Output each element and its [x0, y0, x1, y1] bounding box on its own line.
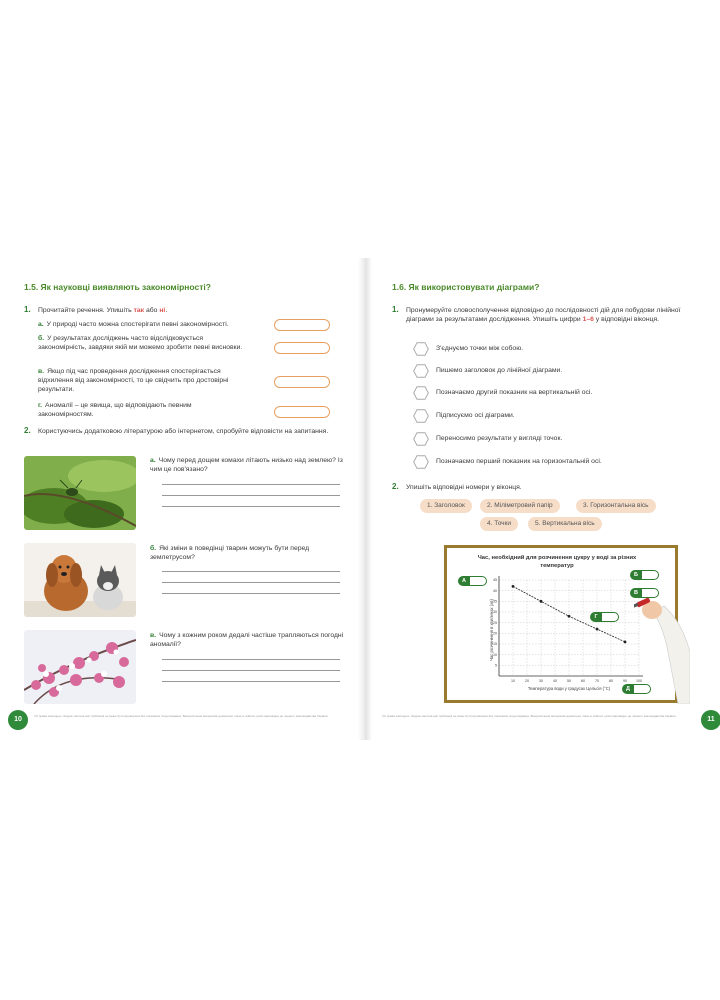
item-letter: г. [38, 402, 43, 409]
y-axis-label: Час розчинення в хвилинах (хв) [489, 599, 494, 661]
answer-line[interactable] [162, 484, 340, 485]
pill-option: 4. Точки [480, 517, 518, 531]
item-text: Аномалії – це явища, що відповідають певним закономірностям. [38, 402, 192, 418]
r-q2-number: 2. [392, 482, 399, 491]
label-tag-b[interactable] [633, 570, 659, 580]
step-text: Пишемо заголовок до лінійної діаграми. [436, 367, 563, 374]
y-tick-label: 45 [493, 578, 497, 583]
answer-line[interactable] [162, 670, 340, 671]
right-page [368, 258, 717, 740]
item-letter: а. [38, 321, 44, 328]
word-no: ні [159, 307, 166, 314]
x-tick-label: 80 [609, 679, 613, 683]
answer-oval-d[interactable] [274, 406, 330, 418]
right-section-title: 1.6. Як використовувати діаграми? [392, 282, 540, 292]
item-letter: б. [38, 335, 45, 342]
hex-answer-box[interactable] [413, 342, 429, 356]
y-tick-label: 35 [493, 599, 497, 604]
y-tick-label: 30 [493, 610, 497, 615]
photo-blossom-in-snow [24, 630, 136, 704]
item-text: Які зміни в поведінці тварин можуть бути перед землетрусом? [150, 545, 310, 561]
digits-range: 1–6 [582, 316, 594, 323]
label-tag-g[interactable] [593, 612, 619, 622]
hex-answer-box[interactable] [413, 386, 429, 400]
y-tick-label: 25 [493, 620, 497, 625]
tag-letter: В [630, 588, 642, 598]
x-tick-label: 40 [553, 679, 557, 683]
x-tick-label: 10 [511, 679, 515, 683]
x-tick-label: 60 [581, 679, 585, 683]
right-footnote: Усі права захищено. Жодна частина цієї публікації не може бути відтворена без письмової згоди видавця. Використання матеріалів дозволено лише в освітніх цілях відповідно до чинного законодавства України. [382, 714, 677, 718]
answer-line[interactable] [162, 506, 340, 507]
r-q1-intro-end: у відповідні віконця. [593, 316, 660, 323]
pill-option: 3. Горизонтальна вісь [576, 499, 656, 513]
q1-item-c [38, 367, 248, 394]
q1-intro-text: Прочитайте речення. Упишіть [38, 307, 134, 314]
x-tick-label: 50 [567, 679, 571, 683]
answer-line[interactable] [162, 681, 340, 682]
data-point [596, 628, 599, 631]
r-q2-intro: Упишіть відповідні номери у віконця. [406, 484, 522, 491]
textbook-spread [12, 258, 717, 740]
data-point [512, 585, 515, 588]
item-letter: б. [150, 545, 157, 552]
tag-letter: А [458, 576, 470, 586]
left-footnote: Усі права захищено. Жодна частина цієї публікації не може бути відтворена без письмової згоди видавця. Використання матеріалів дозволено лише в освітніх цілях відповідно до чинного законодавства України. [34, 714, 329, 718]
item-text: У природі часто можна спостерігати певні закономірності. [46, 321, 229, 328]
page-number-badge: 10 [8, 710, 28, 730]
q2-number: 2. [24, 426, 31, 435]
q2-item-a [150, 456, 350, 474]
item-letter: в. [150, 632, 157, 639]
x-tick-label: 100 [636, 679, 642, 683]
pill-option: 1. Заголовок [420, 499, 472, 513]
r-q1-number: 1. [392, 305, 399, 314]
y-tick-label: 10 [493, 652, 497, 657]
r-q1-intro [406, 306, 706, 324]
x-axis-label: Температура води у градусах Цельсія (°С) [527, 686, 611, 691]
q1-intro-mid: або [144, 307, 160, 314]
data-point [540, 600, 543, 603]
q1-item-a [38, 320, 278, 329]
y-tick-label: 15 [493, 642, 497, 647]
tag-letter: Г [590, 612, 602, 622]
answer-line[interactable] [162, 582, 340, 583]
q2-item-b [150, 544, 350, 562]
x-tick-label: 30 [539, 679, 543, 683]
x-tick-label: 70 [595, 679, 599, 683]
page-number-badge: 11 [701, 710, 720, 730]
hand-with-marker-illustration [634, 592, 690, 704]
left-section-title: 1.5. Як науковці виявляють закономірності? [24, 282, 211, 292]
item-letter: в. [38, 368, 45, 375]
step-text: Позначаємо перший показник на горизонтальній осі. [436, 458, 602, 465]
x-tick-labels [511, 679, 642, 683]
hex-answer-box[interactable] [413, 409, 429, 423]
item-letter: а. [150, 457, 156, 464]
tag-letter: Б [630, 570, 642, 580]
answer-line[interactable] [162, 659, 340, 660]
chart-grid [499, 580, 639, 676]
y-tick-label: 20 [493, 631, 497, 636]
left-page [12, 258, 364, 740]
q2-intro: Користуючись додатковою літературою або інтернетом, спробуйте відповісти на запитання. [38, 428, 329, 435]
item-text: Чому з кожним роком дедалі частіше трапляються погодні аномалії? [150, 632, 344, 648]
data-point [624, 640, 627, 643]
data-point [568, 615, 571, 618]
answer-line[interactable] [162, 495, 340, 496]
item-text: Чому перед дощем комахи літають низько над землею? Із чим це пов'язано? [150, 457, 343, 473]
word-yes: так [133, 307, 145, 314]
chart-title: Час, необхідний для розчинення цукру у воді за різних температур [477, 555, 637, 569]
pill-option: 5. Вертикальна вісь [528, 517, 602, 531]
x-tick-label: 20 [525, 679, 529, 683]
step-text: Позначаємо другий показник на вертикальній осі. [436, 389, 593, 396]
tag-letter: Д [622, 684, 634, 694]
y-tick-label: 40 [493, 588, 497, 593]
hex-answer-box[interactable] [413, 455, 429, 469]
x-tick-label: 90 [623, 679, 627, 683]
q1-number: 1. [24, 305, 31, 314]
q1-item-b [38, 334, 248, 352]
hex-answer-box[interactable] [413, 364, 429, 378]
answer-oval-c[interactable] [274, 376, 330, 388]
step-text: Переносимо результати у вигляді точок. [436, 435, 563, 442]
dog-cat-image [24, 543, 136, 617]
blossom-image [24, 630, 136, 704]
q1-item-d [38, 401, 238, 419]
r-q1-intro-text: Пронумеруйте словосполучення відповідно до послідовності дій для побудови лінійної діаграми за результатами дослідження. Упишіть цифри [406, 307, 681, 323]
answer-line[interactable] [162, 571, 340, 572]
step-text: Підписуємо осі діаграми. [436, 412, 515, 419]
hex-answer-box[interactable] [413, 432, 429, 446]
pill-option: 2. Міліметровий папір [480, 499, 560, 513]
step-text: З'єднуємо точки між собою. [436, 345, 524, 352]
q2-item-c [150, 631, 350, 649]
insect-image [24, 456, 136, 530]
q1-intro [38, 306, 338, 315]
answer-oval-b[interactable] [274, 342, 330, 354]
q1-intro-end: . [165, 307, 168, 314]
photo-insect-on-leaves [24, 456, 136, 530]
item-text: У результатах досліджень часто відслідковується закономірність, завдяки якій ми можемо зробити певні висновки. [38, 335, 243, 351]
label-tag-a[interactable] [461, 576, 487, 586]
answer-oval-a[interactable] [274, 319, 330, 331]
y-tick-label: 5 [495, 663, 497, 668]
answer-line[interactable] [162, 593, 340, 594]
item-text: Якщо під час проведення дослідження спостерігається відхилення від закономірності, то це свідчить про достовірні результати. [38, 368, 229, 393]
photo-dog-and-cat [24, 543, 136, 617]
